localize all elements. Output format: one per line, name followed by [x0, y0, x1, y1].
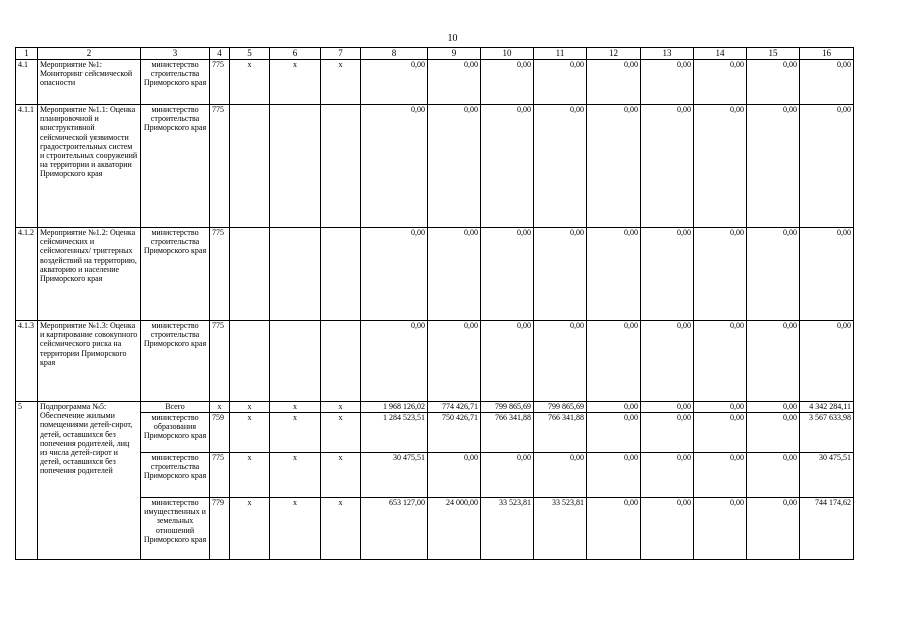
value-cell: 0,00	[481, 453, 534, 498]
row-col5	[230, 228, 270, 321]
row-org: министерство строительства Приморского края	[141, 453, 210, 498]
value-cell: 0,00	[641, 60, 694, 105]
value-cell: 0,00	[641, 105, 694, 228]
row-col7: x	[321, 498, 361, 560]
row-col6: x	[270, 413, 321, 453]
header-row	[16, 48, 854, 60]
row-name: Подпрограмма №5: Обеспечение жилыми помещениями детей-сирот, детей, оставшихся без попечения родителей, лиц из числа детей-сирот и детей, оставшихся без попечения родителей	[38, 402, 141, 560]
row-org: Всего	[141, 402, 210, 413]
header-cell: 13	[641, 48, 694, 60]
value-cell: 0,00	[694, 453, 747, 498]
value-cell: 0,00	[534, 453, 587, 498]
value-cell: 30 475,51	[361, 453, 428, 498]
row-col6: x	[270, 453, 321, 498]
value-cell: 3 567 633,98	[800, 413, 854, 453]
value-cell: 0,00	[587, 228, 641, 321]
row-code: 775	[210, 60, 230, 105]
value-cell: 0,00	[587, 321, 641, 402]
value-cell: 0,00	[694, 105, 747, 228]
value-cell: 0,00	[361, 321, 428, 402]
value-cell: 33 523,81	[534, 498, 587, 560]
row-col6: x	[270, 498, 321, 560]
row-col5	[230, 105, 270, 228]
value-cell: 0,00	[587, 453, 641, 498]
value-cell: 0,00	[534, 228, 587, 321]
row-col5	[230, 321, 270, 402]
row-col7	[321, 228, 361, 321]
table-row	[16, 105, 854, 228]
row-col6: x	[270, 402, 321, 413]
row-name: Мероприятие №1: Мониторинг сейсмической опасности	[38, 60, 141, 105]
row-number: 4.1.1	[16, 105, 38, 228]
value-cell: 0,00	[428, 228, 481, 321]
value-cell: 0,00	[641, 453, 694, 498]
value-cell: 33 523,81	[481, 498, 534, 560]
value-cell: 0,00	[800, 105, 854, 228]
header-cell: 11	[534, 48, 587, 60]
header-cell: 2	[38, 48, 141, 60]
value-cell: 0,00	[481, 60, 534, 105]
value-cell: 744 174,62	[800, 498, 854, 560]
value-cell: 0,00	[361, 105, 428, 228]
table-row	[16, 60, 854, 105]
value-cell: 1 284 523,51	[361, 413, 428, 453]
value-cell: 0,00	[747, 228, 800, 321]
value-cell: 0,00	[694, 228, 747, 321]
value-cell: 766 341,88	[534, 413, 587, 453]
value-cell: 0,00	[428, 105, 481, 228]
value-cell: 0,00	[694, 402, 747, 413]
row-col7: x	[321, 60, 361, 105]
row-col6	[270, 321, 321, 402]
row-col6: x	[270, 60, 321, 105]
table-row	[16, 228, 854, 321]
row-name: Мероприятие №1.1: Оценка планировочной и конструктивной сейсмической уязвимости градостроительных систем и строительных сооружений на территории и акватории Приморского края	[38, 105, 141, 228]
header-cell: 10	[481, 48, 534, 60]
header-cell: 1	[16, 48, 38, 60]
row-code: 775	[210, 453, 230, 498]
row-org: министерство строительства Приморского края	[141, 321, 210, 402]
value-cell: 0,00	[641, 402, 694, 413]
value-cell: 0,00	[800, 228, 854, 321]
value-cell: 0,00	[428, 321, 481, 402]
row-org: министерство строительства Приморского края	[141, 105, 210, 228]
value-cell: 1 968 126,02	[361, 402, 428, 413]
row-org: министерство строительства Приморского края	[141, 228, 210, 321]
header-cell: 8	[361, 48, 428, 60]
value-cell: 0,00	[534, 60, 587, 105]
row-org: министерство строительства Приморского края	[141, 60, 210, 105]
table-row	[16, 413, 854, 453]
value-cell: 0,00	[587, 60, 641, 105]
row-col7: x	[321, 402, 361, 413]
value-cell: 0,00	[694, 413, 747, 453]
value-cell: 0,00	[694, 321, 747, 402]
value-cell: 0,00	[587, 105, 641, 228]
value-cell: 0,00	[800, 321, 854, 402]
value-cell: 0,00	[800, 60, 854, 105]
value-cell: 0,00	[361, 228, 428, 321]
row-name: Мероприятие №1.2: Оценка сейсмических и сейсмогенных/ триггерных воздействий на территорию, акваторию и население Приморского края	[38, 228, 141, 321]
value-cell: 774 426,71	[428, 402, 481, 413]
value-cell: 750 426,71	[428, 413, 481, 453]
row-col7: x	[321, 453, 361, 498]
value-cell: 766 341,88	[481, 413, 534, 453]
row-number: 4.1.3	[16, 321, 38, 402]
value-cell: 4 342 284,11	[800, 402, 854, 413]
row-code: 775	[210, 228, 230, 321]
row-col5: x	[230, 60, 270, 105]
header-cell: 6	[270, 48, 321, 60]
row-org: министерство образования Приморского края	[141, 413, 210, 453]
row-number: 5	[16, 402, 38, 560]
row-col5: x	[230, 498, 270, 560]
value-cell: 0,00	[481, 228, 534, 321]
row-code: 759	[210, 413, 230, 453]
value-cell: 0,00	[428, 60, 481, 105]
value-cell: 0,00	[534, 105, 587, 228]
row-code: 779	[210, 498, 230, 560]
row-col7: x	[321, 413, 361, 453]
budget-table	[15, 47, 854, 560]
header-cell: 16	[800, 48, 854, 60]
row-number: 4.1.2	[16, 228, 38, 321]
row-number: 4.1	[16, 60, 38, 105]
value-cell: 0,00	[694, 60, 747, 105]
value-cell: 0,00	[747, 413, 800, 453]
header-cell: 15	[747, 48, 800, 60]
row-col7	[321, 105, 361, 228]
value-cell: 799 865,69	[534, 402, 587, 413]
table-row	[16, 498, 854, 560]
page-number: 10	[447, 33, 458, 44]
table-row	[16, 453, 854, 498]
table-row	[16, 321, 854, 402]
row-code: 775	[210, 321, 230, 402]
value-cell: 0,00	[641, 321, 694, 402]
value-cell: 799 865,69	[481, 402, 534, 413]
header-cell: 14	[694, 48, 747, 60]
row-code: x	[210, 402, 230, 413]
value-cell: 0,00	[641, 228, 694, 321]
header-cell: 3	[141, 48, 210, 60]
header-cell: 7	[321, 48, 361, 60]
value-cell: 0,00	[361, 60, 428, 105]
row-col5: x	[230, 453, 270, 498]
value-cell: 0,00	[747, 402, 800, 413]
value-cell: 0,00	[747, 60, 800, 105]
value-cell: 0,00	[747, 105, 800, 228]
value-cell: 0,00	[587, 498, 641, 560]
value-cell: 0,00	[481, 321, 534, 402]
value-cell: 0,00	[481, 105, 534, 228]
value-cell: 0,00	[587, 413, 641, 453]
header-cell: 5	[230, 48, 270, 60]
row-col5: x	[230, 413, 270, 453]
value-cell: 653 127,00	[361, 498, 428, 560]
value-cell: 0,00	[641, 498, 694, 560]
value-cell: 0,00	[694, 498, 747, 560]
value-cell: 30 475,51	[800, 453, 854, 498]
row-col6	[270, 228, 321, 321]
value-cell: 0,00	[534, 321, 587, 402]
row-col7	[321, 321, 361, 402]
value-cell: 0,00	[747, 321, 800, 402]
value-cell: 0,00	[747, 453, 800, 498]
header-cell: 12	[587, 48, 641, 60]
value-cell: 24 000,00	[428, 498, 481, 560]
header-cell: 9	[428, 48, 481, 60]
value-cell: 0,00	[747, 498, 800, 560]
value-cell: 0,00	[641, 413, 694, 453]
value-cell: 0,00	[587, 402, 641, 413]
table-row	[16, 402, 854, 413]
value-cell: 0,00	[428, 453, 481, 498]
row-code: 775	[210, 105, 230, 228]
row-col5: x	[230, 402, 270, 413]
row-col6	[270, 105, 321, 228]
row-name: Мероприятие №1.3: Оценка и картирование совокупного сейсмического риска на территории Приморского края	[38, 321, 141, 402]
row-org: министерство имущественных и земельных отношений Приморского края	[141, 498, 210, 560]
header-cell: 4	[210, 48, 230, 60]
